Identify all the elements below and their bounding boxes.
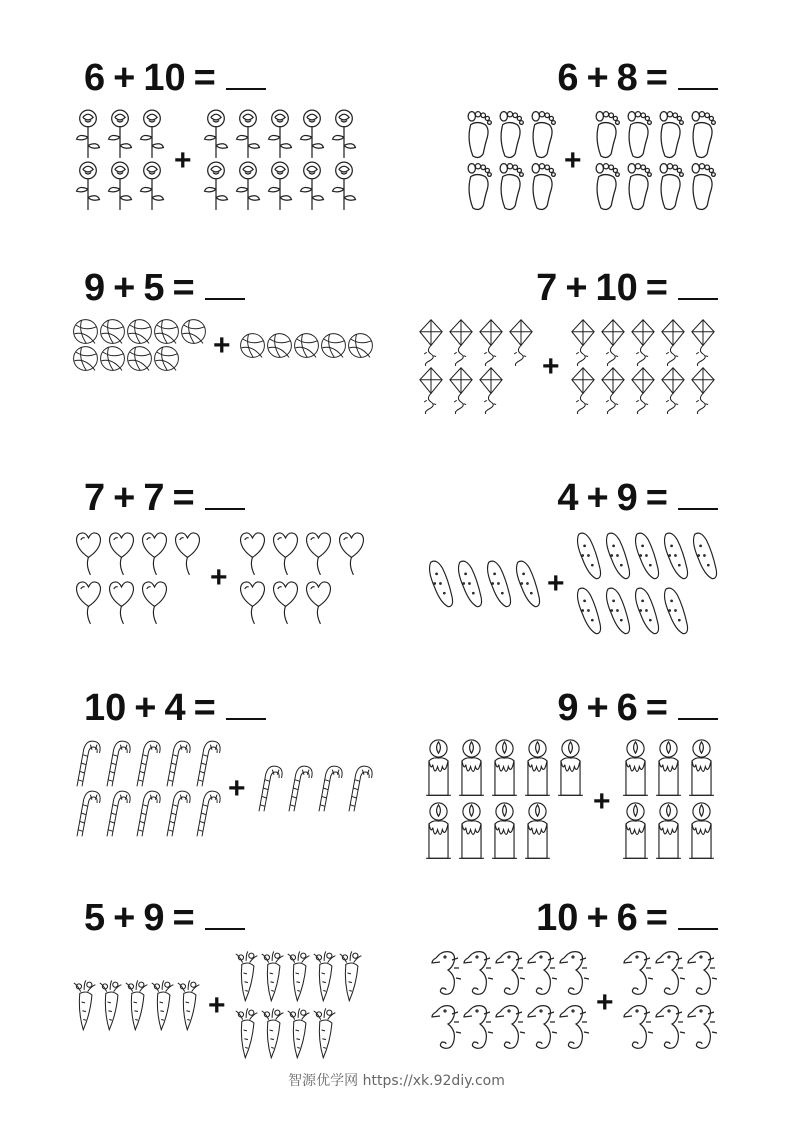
plus-sign-picture: + — [593, 785, 611, 818]
carrot-icon — [150, 977, 176, 1034]
group-a — [462, 108, 558, 212]
group-a — [72, 318, 207, 372]
cucumber-icon — [454, 556, 483, 611]
addend-b: 8 — [616, 57, 638, 99]
answer-blank[interactable] — [678, 898, 718, 930]
rose-icon — [104, 160, 136, 212]
candle-icon — [685, 738, 718, 801]
equals-sign: = — [645, 57, 668, 99]
equals-sign: = — [645, 477, 668, 519]
candy-cane-icon — [162, 738, 192, 788]
plus-sign: + — [586, 477, 609, 519]
candy-cane-icon — [72, 788, 102, 838]
seahorse-icon — [494, 948, 526, 1002]
addend-a: 9 — [84, 267, 106, 309]
candle-icon — [619, 801, 652, 864]
equals-sign: = — [645, 687, 668, 729]
seahorse-icon — [558, 948, 590, 1002]
seahorse-icon — [526, 1002, 558, 1056]
picture-groups — [430, 948, 730, 1078]
ball-icon — [239, 332, 266, 359]
equals-sign: = — [172, 477, 195, 519]
rose-icon — [296, 108, 328, 160]
picture-groups — [72, 948, 372, 1078]
ball-icon — [153, 345, 180, 372]
problem-1 — [72, 56, 412, 256]
heart-balloon-icon — [236, 528, 269, 577]
candle-icon — [652, 738, 685, 801]
plus-sign: + — [113, 267, 136, 309]
problem-3 — [72, 266, 412, 466]
carrot-icon — [176, 977, 202, 1034]
foot-icon — [590, 160, 622, 212]
addend-b: 6 — [616, 687, 638, 729]
candy-cane-icon — [102, 738, 132, 788]
carrot-icon — [98, 977, 124, 1034]
group-b — [590, 108, 718, 212]
ball-icon — [99, 318, 126, 345]
cucumber-icon — [512, 556, 541, 611]
picture-groups — [72, 528, 372, 658]
rose-icon — [264, 160, 296, 212]
kite-icon — [688, 318, 718, 366]
foot-icon — [462, 160, 494, 212]
cucumber-icon — [660, 528, 689, 583]
candy-cane-icon — [102, 788, 132, 838]
seahorse-icon — [462, 948, 494, 1002]
group-b — [234, 948, 364, 1062]
foot-icon — [654, 108, 686, 160]
rose-icon — [296, 160, 328, 212]
answer-blank[interactable] — [678, 688, 718, 720]
candy-cane-icon — [344, 763, 374, 813]
kite-icon — [416, 366, 446, 414]
picture-groups — [416, 318, 716, 448]
foot-icon — [590, 108, 622, 160]
seahorse-icon — [494, 1002, 526, 1056]
heart-balloon-icon — [269, 577, 302, 626]
heart-balloon-icon — [269, 528, 302, 577]
rose-icon — [232, 108, 264, 160]
picture-groups — [422, 738, 722, 868]
candle-icon — [488, 738, 521, 801]
plus-sign-picture: + — [208, 989, 226, 1022]
candle-icon — [685, 801, 718, 864]
heart-balloon-icon — [171, 528, 204, 577]
kite-icon — [476, 366, 506, 414]
group-b — [619, 738, 718, 864]
heart-balloon-icon — [105, 577, 138, 626]
ball-icon — [126, 318, 153, 345]
addend-a: 7 — [84, 477, 106, 519]
kite-icon — [568, 318, 598, 366]
equals-sign: = — [645, 897, 668, 939]
problem-7 — [72, 686, 412, 886]
carrot-icon — [286, 1005, 312, 1062]
equation — [553, 56, 718, 100]
cucumber-icon — [689, 528, 718, 583]
ball-icon — [153, 318, 180, 345]
problem-2 — [418, 56, 758, 256]
picture-groups — [72, 738, 372, 868]
group-b — [254, 763, 374, 813]
rose-icon — [264, 108, 296, 160]
answer-blank[interactable] — [205, 268, 245, 300]
candy-cane-icon — [192, 738, 222, 788]
equation — [80, 56, 266, 100]
heart-balloon-icon — [105, 528, 138, 577]
kite-icon — [688, 366, 718, 414]
ball-icon — [180, 318, 207, 345]
kite-icon — [658, 366, 688, 414]
plus-sign-picture: + — [174, 144, 192, 177]
kite-icon — [598, 318, 628, 366]
cucumber-icon — [660, 583, 689, 638]
candy-cane-icon — [314, 763, 344, 813]
addend-a: 4 — [557, 477, 579, 519]
carrot-icon — [312, 1005, 338, 1062]
ball-icon — [99, 345, 126, 372]
candle-icon — [521, 738, 554, 801]
plus-sign-picture: + — [213, 329, 231, 362]
heart-balloon-icon — [302, 528, 335, 577]
plus-sign: + — [565, 267, 588, 309]
problem-4 — [418, 266, 758, 466]
problem-10 — [418, 896, 758, 1096]
heart-balloon-icon — [138, 528, 171, 577]
picture-groups — [72, 108, 372, 238]
group-a — [430, 948, 590, 1056]
equation — [532, 266, 718, 310]
kite-icon — [446, 318, 476, 366]
addend-b: 4 — [164, 687, 186, 729]
plus-sign-picture: + — [228, 772, 246, 805]
kite-icon — [628, 318, 658, 366]
group-a — [72, 108, 168, 212]
kite-icon — [416, 318, 446, 366]
cucumber-icon — [573, 583, 602, 638]
foot-icon — [622, 108, 654, 160]
addend-a: 10 — [536, 897, 579, 939]
addend-b: 9 — [616, 477, 638, 519]
addend-b: 9 — [143, 897, 165, 939]
equation — [80, 896, 245, 940]
kite-icon — [476, 318, 506, 366]
addend-a: 6 — [557, 57, 579, 99]
carrot-icon — [260, 1005, 286, 1062]
carrot-icon — [234, 948, 260, 1005]
equation — [80, 266, 245, 310]
answer-blank[interactable] — [205, 478, 245, 510]
candy-cane-icon — [132, 738, 162, 788]
candle-icon — [455, 801, 488, 864]
picture-groups — [425, 528, 725, 658]
candle-icon — [619, 738, 652, 801]
cucumber-icon — [631, 583, 660, 638]
seahorse-icon — [686, 948, 718, 1002]
plus-sign: + — [586, 897, 609, 939]
equals-sign: = — [172, 267, 195, 309]
ball-icon — [347, 332, 374, 359]
foot-icon — [686, 160, 718, 212]
carrot-icon — [312, 948, 338, 1005]
rose-icon — [232, 160, 264, 212]
foot-icon — [622, 160, 654, 212]
group-b — [568, 318, 718, 414]
seahorse-icon — [430, 948, 462, 1002]
answer-blank[interactable] — [678, 268, 718, 300]
foot-icon — [494, 108, 526, 160]
kite-icon — [568, 366, 598, 414]
group-a — [72, 977, 202, 1034]
picture-groups — [462, 108, 762, 238]
heart-balloon-icon — [72, 528, 105, 577]
heart-balloon-icon — [302, 577, 335, 626]
carrot-icon — [286, 948, 312, 1005]
addend-b: 7 — [143, 477, 165, 519]
plus-sign: + — [113, 57, 136, 99]
candle-icon — [455, 738, 488, 801]
kite-icon — [628, 366, 658, 414]
answer-blank[interactable] — [205, 898, 245, 930]
problem-8 — [418, 686, 758, 886]
cucumber-icon — [602, 528, 631, 583]
rose-icon — [136, 108, 168, 160]
rose-icon — [136, 160, 168, 212]
rose-icon — [328, 108, 360, 160]
rose-icon — [104, 108, 136, 160]
seahorse-icon — [654, 948, 686, 1002]
addend-a: 9 — [557, 687, 579, 729]
carrot-icon — [260, 948, 286, 1005]
foot-icon — [526, 108, 558, 160]
carrot-icon — [338, 948, 364, 1005]
seahorse-icon — [622, 1002, 654, 1056]
addend-b: 5 — [143, 267, 165, 309]
cucumber-icon — [425, 556, 454, 611]
seahorse-icon — [558, 1002, 590, 1056]
equation — [80, 476, 245, 520]
candy-cane-icon — [132, 788, 162, 838]
seahorse-icon — [654, 1002, 686, 1056]
addend-a: 6 — [84, 57, 106, 99]
candy-cane-icon — [162, 788, 192, 838]
footer-watermark: 智源优学网 https://xk.92diy.com — [288, 1073, 505, 1089]
rose-icon — [72, 108, 104, 160]
cucumber-icon — [483, 556, 512, 611]
heart-balloon-icon — [138, 577, 171, 626]
heart-balloon-icon — [236, 577, 269, 626]
group-a — [425, 556, 541, 611]
picture-groups — [72, 318, 372, 448]
seahorse-icon — [462, 1002, 494, 1056]
carrot-icon — [124, 977, 150, 1034]
group-a — [72, 738, 222, 838]
foot-icon — [526, 160, 558, 212]
plus-sign: + — [586, 57, 609, 99]
kite-icon — [598, 366, 628, 414]
problem-5 — [72, 476, 412, 676]
candy-cane-icon — [254, 763, 284, 813]
group-b — [239, 332, 374, 359]
candle-icon — [554, 738, 587, 801]
addend-a: 5 — [84, 897, 106, 939]
ball-icon — [126, 345, 153, 372]
foot-icon — [654, 160, 686, 212]
heart-balloon-icon — [72, 577, 105, 626]
candy-cane-icon — [72, 738, 102, 788]
cucumber-icon — [602, 583, 631, 638]
addend-b: 10 — [143, 57, 186, 99]
cucumber-icon — [573, 528, 602, 583]
foot-icon — [494, 160, 526, 212]
equals-sign: = — [172, 897, 195, 939]
answer-blank[interactable] — [678, 478, 718, 510]
addend-b: 10 — [595, 267, 638, 309]
seahorse-icon — [686, 1002, 718, 1056]
addend-a: 7 — [536, 267, 558, 309]
equals-sign: = — [645, 267, 668, 309]
rose-icon — [200, 160, 232, 212]
ball-icon — [72, 318, 99, 345]
rose-icon — [328, 160, 360, 212]
problem-6 — [418, 476, 758, 676]
candle-icon — [422, 801, 455, 864]
equals-sign: = — [193, 57, 216, 99]
cucumber-icon — [631, 528, 660, 583]
plus-sign: + — [586, 687, 609, 729]
group-b — [622, 948, 718, 1056]
seahorse-icon — [526, 948, 558, 1002]
plus-sign-picture: + — [596, 986, 614, 1019]
kite-icon — [658, 318, 688, 366]
heart-balloon-icon — [335, 528, 368, 577]
carrot-icon — [72, 977, 98, 1034]
group-a — [422, 738, 587, 864]
plus-sign-picture: + — [542, 350, 560, 383]
seahorse-icon — [430, 1002, 462, 1056]
candy-cane-icon — [284, 763, 314, 813]
candy-cane-icon — [192, 788, 222, 838]
rose-icon — [200, 108, 232, 160]
plus-sign: + — [134, 687, 157, 729]
equation — [553, 476, 718, 520]
group-a — [416, 318, 536, 414]
plus-sign: + — [113, 477, 136, 519]
equation — [553, 686, 718, 730]
ball-icon — [293, 332, 320, 359]
answer-blank[interactable] — [226, 688, 266, 720]
kite-icon — [506, 318, 536, 366]
ball-icon — [266, 332, 293, 359]
group-b — [200, 108, 360, 212]
plus-sign-picture: + — [564, 144, 582, 177]
equation — [80, 686, 266, 730]
candle-icon — [652, 801, 685, 864]
answer-blank[interactable] — [678, 58, 718, 90]
kite-icon — [446, 366, 476, 414]
seahorse-icon — [622, 948, 654, 1002]
answer-blank[interactable] — [226, 58, 266, 90]
candle-icon — [488, 801, 521, 864]
problem-9 — [72, 896, 412, 1096]
ball-icon — [320, 332, 347, 359]
ball-icon — [72, 345, 99, 372]
carrot-icon — [234, 1005, 260, 1062]
candle-icon — [422, 738, 455, 801]
rose-icon — [72, 160, 104, 212]
equation — [532, 896, 718, 940]
group-b — [573, 528, 718, 638]
equals-sign: = — [193, 687, 216, 729]
foot-icon — [686, 108, 718, 160]
addend-a: 10 — [84, 687, 127, 729]
addend-b: 6 — [616, 897, 638, 939]
candle-icon — [521, 801, 554, 864]
plus-sign-picture: + — [547, 567, 565, 600]
group-a — [72, 528, 204, 626]
group-b — [236, 528, 368, 626]
plus-sign-picture: + — [210, 561, 228, 594]
foot-icon — [462, 108, 494, 160]
plus-sign: + — [113, 897, 136, 939]
